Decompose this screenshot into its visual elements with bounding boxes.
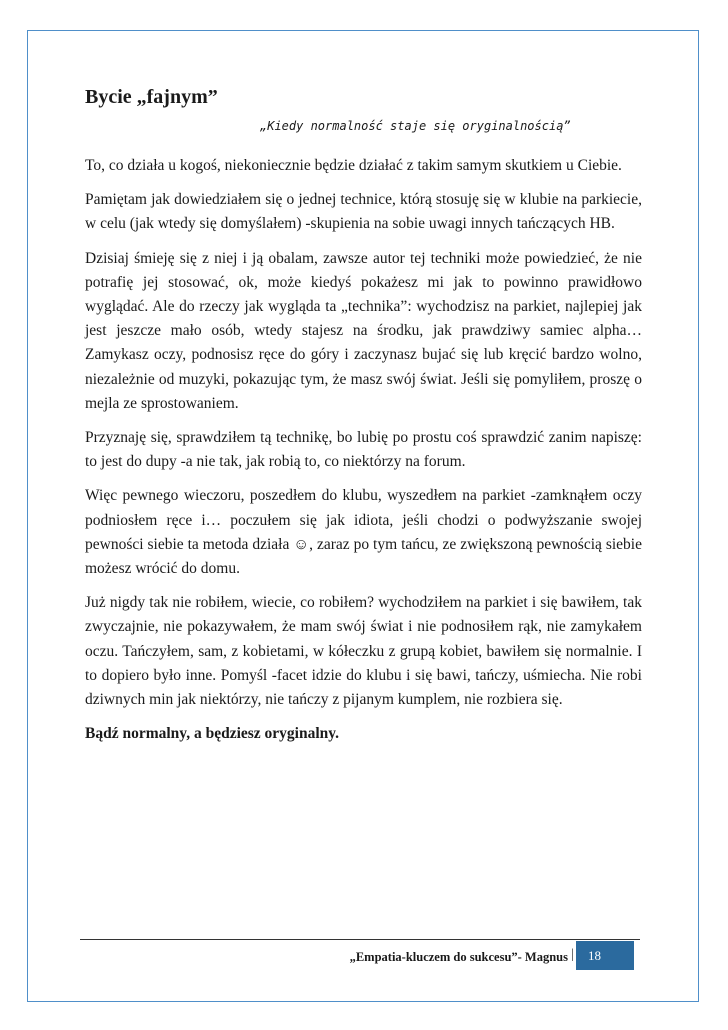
footer-separator: |	[571, 947, 574, 962]
epigraph: „Kiedy normalność staje się oryginalnością”	[260, 119, 571, 133]
paragraph-3: Dzisiaj śmieję się z niej i ją obalam, zawsze autor tej techniki może powiedzieć, że nie potrafię jej stosować, ok, może kiedyś pokażesz mi jak to powinno prawidłowo wyglądać. Ale do rzeczy jak wygląda ta „technika”: wychodzisz na parkiet, najlepiej jak jest jeszcze mało osób, wtedy stajesz na środku, jak prawdziwy samiec alpha… Zamykasz oczy, podnosisz ręce do góry i zaczynasz bujać się lub kręcić bardzo wolno, niezależnie od muzyki, pokazując tym, że masz swój świat. Jeśli się pomyliłem, proszę o mejla ze sprostowaniem.	[85, 249, 642, 412]
footer-title: „Empatia-kluczem do sukcesu”- Magnus	[349, 950, 568, 964]
page-content	[85, 84, 642, 746]
paragraph-4: Przyznaję się, sprawdziłem tą technikę, bo lubię po prostu coś sprawdzić zanim napiszę: to jest do dupy -a nie tak, jak robią to, co niektórzy na forum.	[85, 429, 642, 471]
footer-divider	[80, 939, 640, 940]
paragraph-5: Więc pewnego wieczoru, poszedłem do klubu, wyszedłem na parkiet -zamknąłem oczy podniosłem ręce i… poczułem się jak idiota, jeśli chodzi o podwyższanie swojej pewności siebie ta metoda działa ☺, zaraz po tym tańcu, ze zwiększoną pewnością siebie możesz wrócić do domu.	[85, 487, 642, 578]
paragraph-2: Pamiętam jak dowiedziałem się o jednej technice, którą stosuję się w klubie na parkiecie, w celu (jak wtedy się domyślałem) -skupienia na sobie uwagi innych tańczących HB.	[85, 191, 642, 233]
paragraph-6: Już nigdy tak nie robiłem, wiecie, co robiłem? wychodziłem na parkiet i się bawiłem, tak zwyczajnie, nie pokazywałem, że mam swój świat i nie podnosiłem rąk, nie zamykałem oczu. Tańczyłem, sam, z kobietami, w kółeczku z grupą kobiet, bawiłem się normalnie. I to dopiero było inne. Pomyśl -facet idzie do klubu i się bawi, tańczy, uśmiecha. Nie robi dziwnych min jak niektórzy, nie tańczy z pijanym kumplem, nie rozbiera się.	[85, 594, 642, 709]
paragraph-1: To, co działa u kogoś, niekoniecznie będzie działać z takim samym skutkiem u Ciebie.	[85, 157, 622, 174]
page-number: 18	[576, 941, 634, 970]
page-title: Bycie „fajnym”	[85, 86, 218, 108]
closing-statement: Bądź normalny, a będziesz oryginalny.	[85, 725, 340, 743]
